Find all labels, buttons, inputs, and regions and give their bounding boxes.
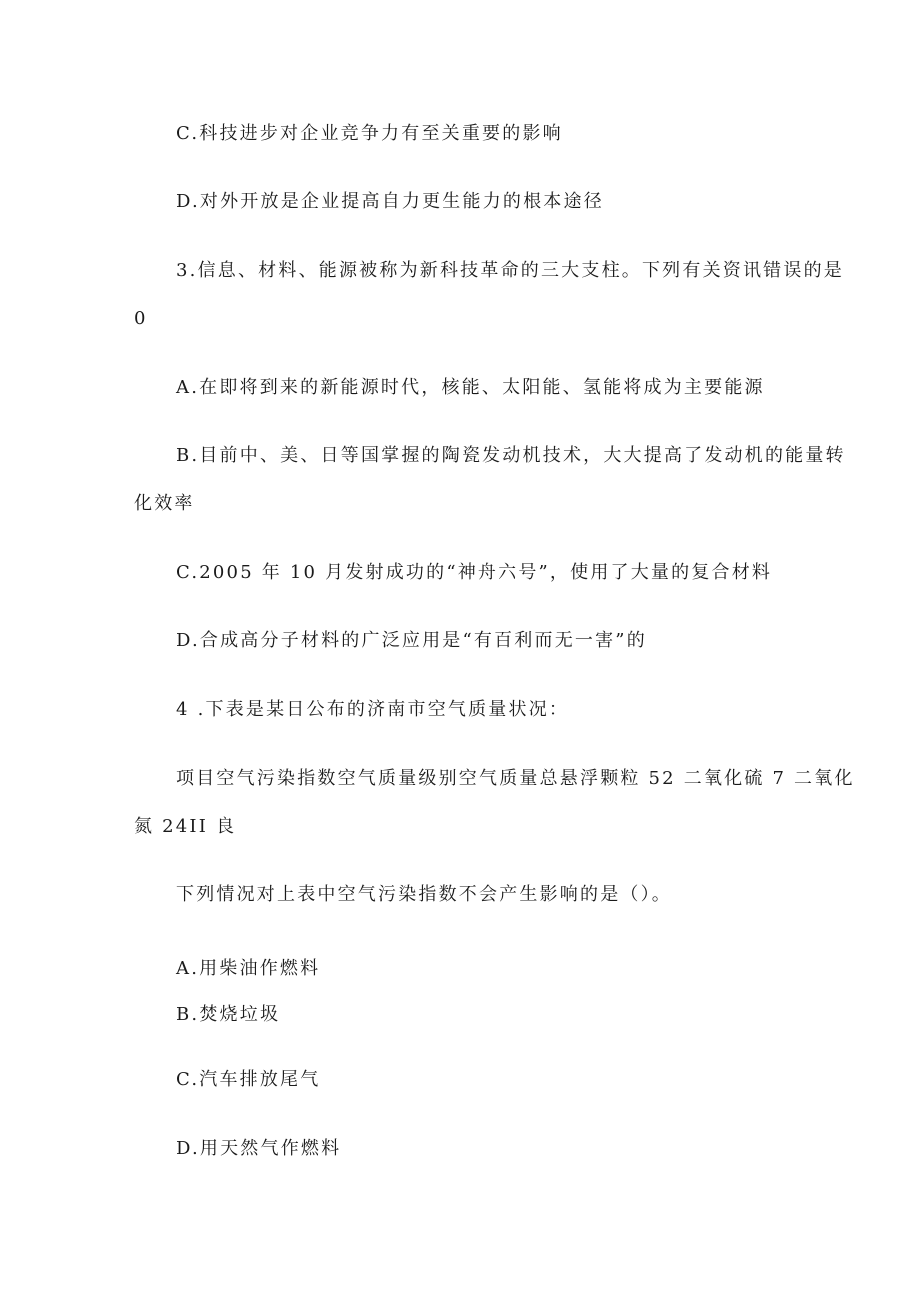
q2-option-d: D.对外开放是企业提高自力更生能力的根本途径 <box>176 191 604 212</box>
q4-option-a: A.用柴油作燃料 <box>176 958 321 979</box>
q3-option-a: A.在即将到来的新能源时代，核能、太阳能、氢能将成为主要能源 <box>176 377 765 398</box>
q2-option-c: C.科技进步对企业竞争力有至关重要的影响 <box>176 123 563 144</box>
q3-option-b-line1: B.目前中、美、日等国掌握的陶瓷发动机技术，大大提高了发动机的能量转 <box>176 445 846 466</box>
q3-stem-line1: 3.信息、材料、能源被称为新科技革命的三大支柱。下列有关资讯错误的是 <box>176 260 844 281</box>
q3-option-d: D.合成高分子材料的广泛应用是“有百利而无一害”的 <box>176 630 647 651</box>
q4-option-b: B.焚烧垃圾 <box>176 1004 281 1025</box>
q4-table-line2: 氮 24II 良 <box>134 816 237 837</box>
q4-option-c: C.汽车排放尾气 <box>176 1069 321 1090</box>
q4-table-line1: 项目空气污染指数空气质量级别空气质量总悬浮颗粒 52 二氧化硫 7 二氧化 <box>176 768 855 789</box>
q3-option-b-line2: 化效率 <box>134 493 195 514</box>
q4-question: 下列情况对上表中空气污染指数不会产生影响的是（）。 <box>176 884 672 905</box>
q3-option-c: C.2005 年 10 月发射成功的“神舟六号”，使用了大量的复合材料 <box>176 562 773 583</box>
q4-option-d: D.用天然气作燃料 <box>176 1138 342 1159</box>
q4-stem: 4 .下表是某日公布的济南市空气质量状况： <box>176 699 570 720</box>
q3-stem-line2: 0 <box>134 308 148 329</box>
